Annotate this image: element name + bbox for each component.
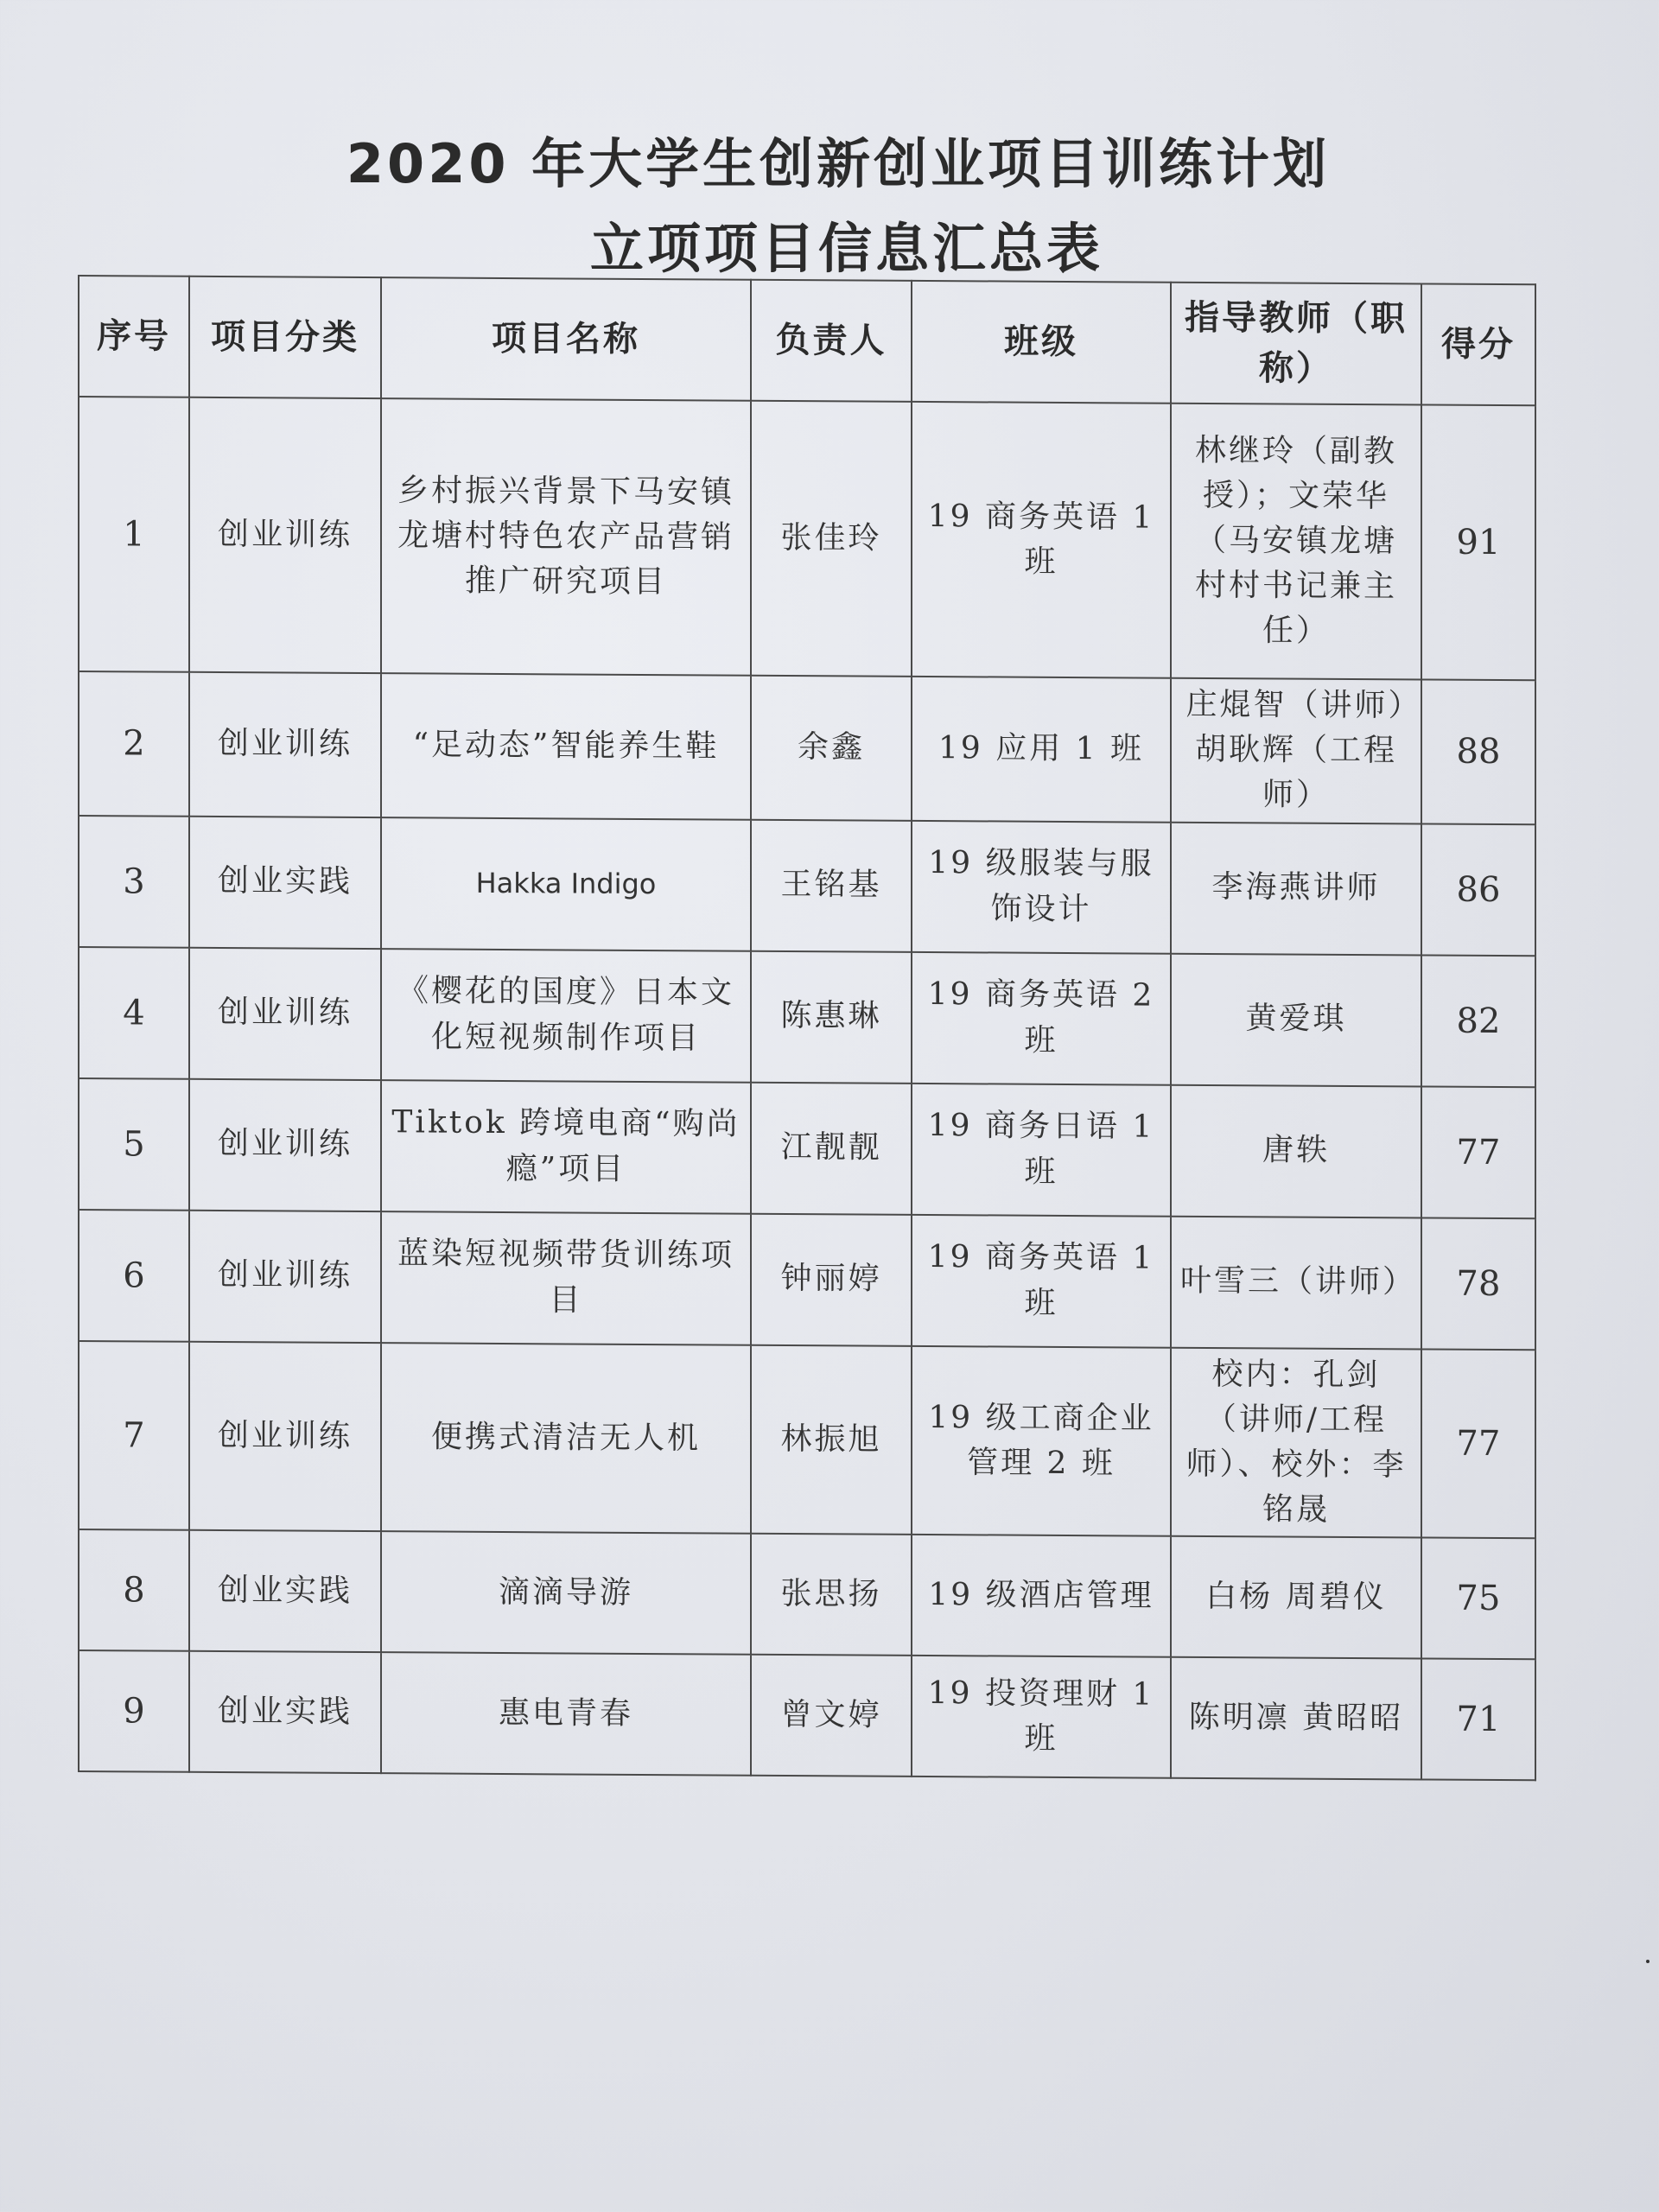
header-class: 班级 [912,281,1171,404]
header-leader: 负责人 [751,280,912,402]
cell-class: 19 级酒店管理 [912,1535,1171,1657]
table-row [79,1078,1535,1218]
cell-advisor: 庄焜智（讲师）胡耿辉（工程师） [1171,678,1421,823]
cell-class: 19 商务英语 2 班 [912,951,1171,1084]
paper-speck [1646,1960,1649,1963]
cell-category: 创业训练 [189,397,381,673]
header-advisor: 指导教师（职称） [1171,283,1421,405]
cell-advisor: 李海燕讲师 [1171,822,1421,955]
cell-index: 9 [79,1650,189,1772]
cell-index: 7 [79,1341,189,1531]
cell-index: 8 [79,1529,189,1651]
cell-name: Tiktok 跨境电商“购尚瘾”项目 [381,1080,751,1214]
cell-index: 1 [79,397,189,672]
cell-class: 19 级工商企业管理 2 班 [912,1345,1171,1536]
cell-index: 3 [79,816,189,948]
cell-score: 91 [1421,404,1535,680]
cell-category: 创业训练 [189,947,381,1079]
header-score: 得分 [1421,283,1535,405]
cell-score: 75 [1421,1538,1535,1660]
cell-class: 19 级服装与服饰设计 [912,820,1171,953]
cell-name: 《樱花的国度》日本文化短视频制作项目 [381,949,751,1083]
cell-category: 创业训练 [189,1341,381,1531]
cell-index: 2 [79,671,189,816]
cell-score: 77 [1421,1086,1535,1218]
cell-score: 88 [1421,679,1535,823]
cell-score: 82 [1421,955,1535,1087]
cell-leader: 陈惠琳 [751,950,912,1083]
table-row [79,816,1535,956]
cell-advisor: 校内：孔剑（讲师/工程师）、校外：李铭晟 [1171,1347,1421,1538]
cell-leader: 曾文婷 [751,1655,912,1777]
document-title: 2020 年大学生创新创业项目训练计划 [346,132,1331,195]
table-row [79,397,1535,680]
cell-leader: 江靓靓 [751,1082,912,1214]
header-name: 项目名称 [381,277,751,401]
header-category: 项目分类 [189,276,381,398]
table-header-row [79,276,1535,405]
cell-category: 创业训练 [189,672,381,817]
cell-name: 滴滴导游 [381,1531,751,1655]
table-row [79,947,1535,1087]
cell-advisor: 陈明凛 黄昭昭 [1171,1657,1421,1780]
cell-class: 19 应用 1 班 [912,677,1171,822]
cell-class: 19 商务日语 1 班 [912,1083,1171,1216]
cell-category: 创业实践 [189,1651,381,1773]
cell-name: 蓝染短视频带货训练项目 [381,1211,751,1345]
document-subtitle: 立项项目信息汇总表 [589,217,1103,280]
cell-leader: 王铭基 [751,819,912,951]
cell-score: 77 [1421,1349,1535,1539]
table-row [79,1650,1535,1780]
table-row [79,671,1535,824]
cell-advisor: 林继玲（副教授）；文荣华（马安镇龙塘村村书记兼主任） [1171,404,1421,680]
table-row [79,1529,1535,1659]
cell-name: 便携式清洁无人机 [381,1343,751,1534]
cell-advisor: 黄爱琪 [1171,953,1421,1086]
header-index: 序号 [79,276,189,397]
cell-category: 创业训练 [189,1210,381,1342]
cell-category: 创业实践 [189,1530,381,1652]
cell-score: 71 [1421,1659,1535,1781]
cell-index: 4 [79,947,189,1079]
cell-leader: 林振旭 [751,1344,912,1535]
cell-class: 19 商务英语 1 班 [912,1214,1171,1347]
cell-index: 5 [79,1078,189,1211]
cell-name: “足动态”智能养生鞋 [381,673,751,819]
cell-leader: 张佳玲 [751,401,912,677]
cell-category: 创业实践 [189,816,381,948]
cell-name: 惠电青春 [381,1652,751,1776]
cell-class: 19 商务英语 1 班 [912,402,1171,678]
cell-name: Hakka Indigo [381,817,751,951]
cell-advisor: 白杨 周碧仪 [1171,1536,1421,1659]
cell-leader: 余鑫 [751,676,912,821]
cell-advisor: 叶雪三（讲师） [1171,1216,1421,1349]
project-summary-table [78,275,1536,1782]
cell-class: 19 投资理财 1 班 [912,1656,1171,1778]
cell-leader: 张思扬 [751,1534,912,1656]
cell-name: 乡村振兴背景下马安镇龙塘村特色农产品营销推广研究项目 [381,398,751,676]
cell-score: 86 [1421,823,1535,956]
cell-index: 6 [79,1210,189,1342]
cell-score: 78 [1421,1217,1535,1350]
cell-advisor: 唐轶 [1171,1084,1421,1217]
table-row [79,1210,1535,1350]
cell-category: 创业训练 [189,1078,381,1211]
cell-leader: 钟丽婷 [751,1213,912,1345]
table-row [79,1341,1535,1539]
